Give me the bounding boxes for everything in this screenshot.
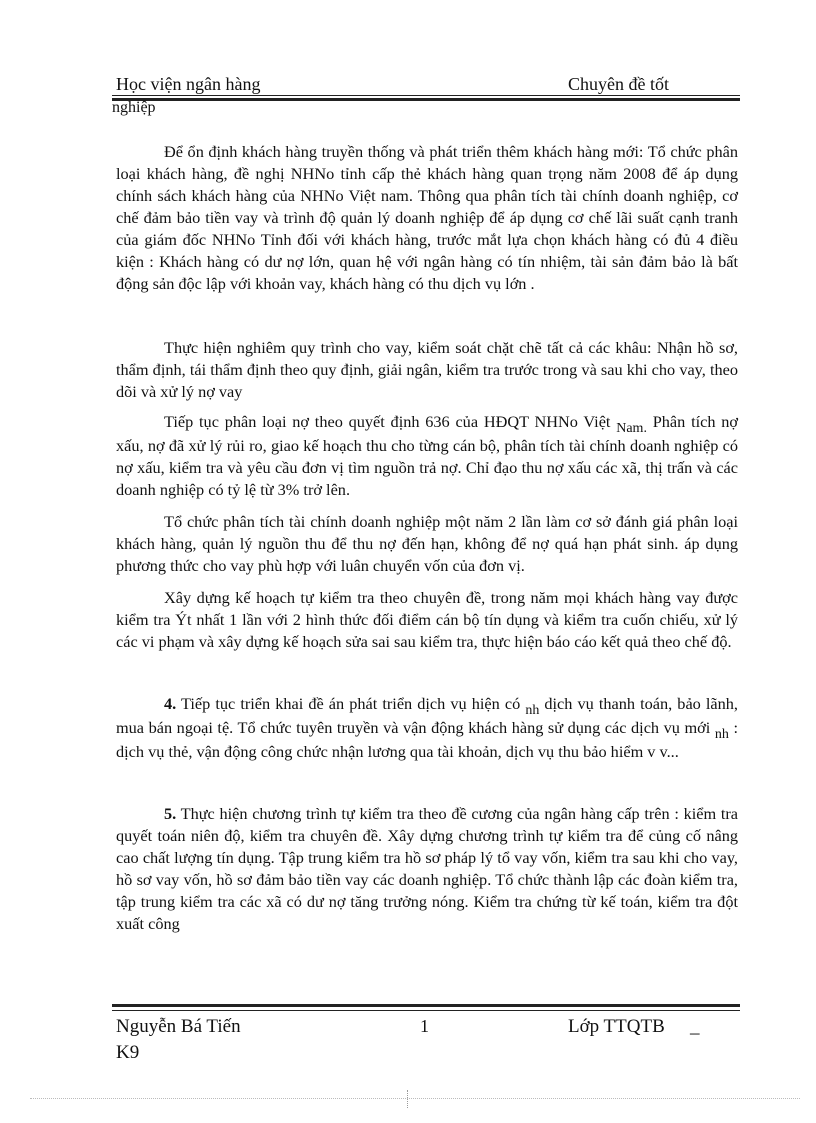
item-4-text-a: Tiếp tục triển khai đề án phát triển dịch vụ hiện có [176,694,521,713]
header-institution: Học viện ngân hàng [116,74,261,94]
item-5-inspection [116,803,738,935]
paragraph-debt-classification-tail: Nam. [616,421,647,436]
item-4-number: 4. [164,694,177,713]
footer-course: K9 [116,1042,140,1063]
item-4-sub-a: nh [525,703,540,718]
item-4-text-b: dịch vụ thanh toán, bảo lãnh, mua bán ngoại tệ. Tổ chức tuyên truyền và vận động khách hàng sử dụng các dịch vụ mới [116,694,738,737]
item-4-services [116,693,738,763]
page-boundary-tick [407,1090,408,1108]
page-boundary-dotted [30,1098,800,1099]
header-rule-thin [112,95,740,96]
paragraph-debt-classification [116,411,738,501]
footer-dash: _ [690,1016,700,1037]
item-5-number: 5. [164,804,177,823]
body-text [116,141,738,935]
header-rule-thick [112,98,740,101]
footer-page-number: 1 [420,1016,429,1036]
paragraph-debt-classification-lead: Tiếp tục phân loại nợ theo quyết định 636 của HĐQT NHNo Việt [164,412,611,431]
footer-rule-thick [112,1004,740,1007]
paragraph-debt-classification-body: Phân tích nợ xấu, nợ đã xử lý rủi ro, giao kế hoạch thu cho từng cán bộ, phân tích tài chính doanh nghiệp có nợ xấu, kiểm tra và yêu cầu đơn vị tìm nguồn trả nợ. Chỉ đạo thu nợ xấu các xã, thị trấn và các doanh nghiệp có tỷ lệ từ 3% trở lên. [116,412,738,499]
paragraph-financial-analysis: Tổ chức phân tích tài chính doanh nghiệp một năm 2 lần làm cơ sở đánh giá phân loại khách hàng, quản lý nguồn thu để thu nợ đến hạn, không để nợ quá hạn phát sinh. áp dụng phương thức cho vay phù hợp với luân chuyển vốn của đơn vị. [116,512,738,575]
footer-rule-thin [112,1010,740,1011]
paragraph-self-inspection: Xây dựng kế hoạch tự kiểm tra theo chuyên đề, trong năm mọi khách hàng vay được kiểm tra Ýt nhất 1 lần với 2 hình thức đối điểm cán bộ tín dụng và kiểm tra cuốn chiếu, xử lý các vi phạm và xây dựng kế hoạch sửa sai sau kiểm tra, thực hiện báo cáo kết quả theo chế độ. [116,588,738,651]
item-4-sub-b: nh [714,727,729,742]
item-4-text-c: : dịch vụ thẻ, vận động công chức nhận lương qua tài khoản, dịch vụ thu bảo hiểm v v... [116,718,738,761]
header-topic: Chuyên đề tốt [568,74,669,94]
item-5-text: Thực hiện chương trình tự kiểm tra theo đề cương của ngân hàng cấp trên : kiểm tra quyết toán niên độ, kiểm tra chuyên đề. Xây dựng chương trình tự kiểm tra để củng cố nâng cao chất lượng tín dụng. Tập trung kiểm tra hồ sơ pháp lý tổ vay vốn, kiểm tra sau khi cho vay, hồ sơ vay vốn, hồ sơ đảm bảo tiền vay các doanh nghiệp. Tổ chức thành lập các đoàn kiểm tra, tập trung kiểm tra các xã có dư nợ tăng trưởng nóng. Kiểm tra chứng từ kế toán, kiểm tra đột xuất công [116,804,738,933]
paragraph-loan-process: Thực hiện nghiêm quy trình cho vay, kiểm soát chặt chẽ tất cả các khâu: Nhận hồ sơ, thẩm định, tái thẩm định theo quy định, giải ngân, kiểm tra trước trong và sau khi cho vay, theo dõi và xử lý nợ vay [116,338,738,401]
header-topic-wrap: nghiệp [112,99,156,116]
paragraph-customer-stability: Để ổn định khách hàng truyền thống và phát triển thêm khách hàng mới: Tổ chức phân loại khách hàng, đề nghị NHNo tỉnh cấp thẻ khách hàng quan trọng năm 2008 để áp dụng chính sách khách hàng của NHNo Việt nam. Thông qua phân tích tài chính doanh nghiệp, cơ chế đảm bảo tiền vay và trình độ quản lý doanh nghiệp để áp dụng cơ chế lãi suất cạnh tranh của giám đốc NHNo Tỉnh đối với khách hàng, trước mắt lựa chọn khách hàng có đủ 4 điều kiện : Khách hàng có dư nợ lớn, quan hệ với ngân hàng có tín nhiệm, tài sản đảm bảo là bất động sản độc lập với khoản vay, khách hàng có thu dịch vụ lớn . [116,142,738,293]
footer-class: Lớp TTQTB [568,1016,665,1037]
footer-author: Nguyễn Bá Tiến [116,1016,241,1037]
